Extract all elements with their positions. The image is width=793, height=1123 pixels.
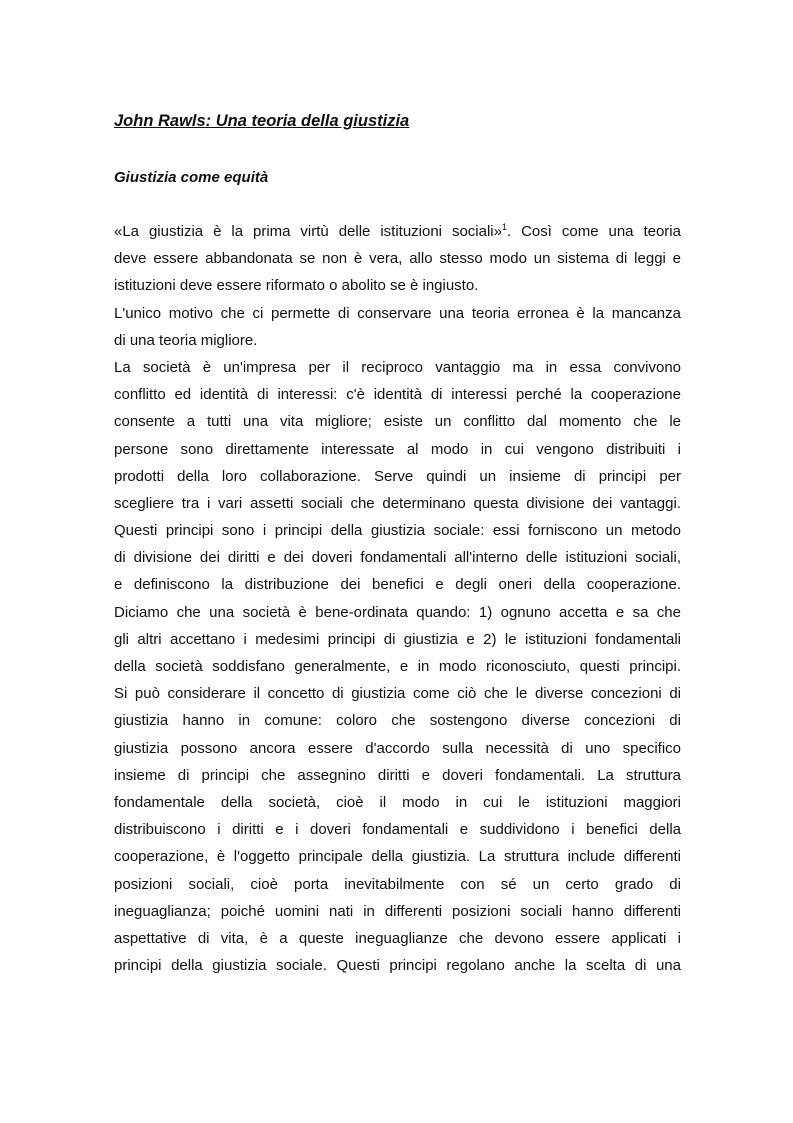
text-line — [114, 707, 681, 734]
text-line-content: di una teoria migliore. — [114, 331, 258, 349]
text-line — [114, 544, 681, 571]
text-line — [114, 816, 681, 843]
footnote-marker[interactable]: 1 — [501, 222, 507, 232]
text-line-content: cooperazione, è l'oggetto principale della giustizia. La struttura include differenti — [114, 848, 681, 866]
text-line-content: prodotti della loro collaborazione. Serve quindi un insieme di principi per — [114, 467, 681, 485]
text-line-content: fondamentale della società, cioè il modo in cui le istituzioni maggiori — [114, 793, 681, 811]
text-line-content: e definiscono la distribuzione dei benefici e degli oneri della cooperazione. — [114, 576, 681, 594]
text-line-content: posizioni sociali, cioè porta inevitabilmente con sé un certo grado di — [114, 875, 681, 893]
text-line — [114, 218, 681, 245]
text-line-content: scegliere tra i vari assetti sociali che determinano questa divisione dei vantaggi. — [114, 494, 681, 512]
text-line-content: persone sono direttamente interessate al modo in cui vengono distribuiti i — [114, 440, 681, 458]
text-line-content: consente a tutti una vita migliore; esiste un conflitto dal momento che le — [114, 413, 681, 431]
document-title: John Rawls: Una teoria della giustizia — [114, 112, 410, 130]
text-line — [114, 762, 681, 789]
text-line — [114, 245, 681, 272]
text-line — [114, 653, 681, 680]
text-line — [114, 871, 681, 898]
text-line-content: giustizia possono ancora essere d'accordo sulla necessità di uno specifico — [114, 739, 681, 757]
text-line — [114, 626, 681, 653]
text-line — [114, 300, 681, 327]
text-line — [114, 843, 681, 870]
text-line-content: ineguaglianza; poiché uomini nati in differenti posizioni sociali hanno differenti — [114, 902, 681, 920]
text-line-content: «La giustizia è la prima virtù delle istituzioni sociali» — [114, 223, 502, 240]
text-line — [114, 463, 681, 490]
text-line — [114, 408, 681, 435]
text-line-content: distribuiscono i diritti e i doveri fondamentali e suddividono i benefici della — [114, 821, 681, 839]
text-line — [114, 952, 681, 979]
text-line — [114, 517, 681, 544]
text-line — [114, 381, 681, 408]
text-line — [114, 490, 681, 517]
section-heading: Giustizia come equità — [114, 169, 269, 186]
text-line-content: di divisione dei diritti e dei doveri fondamentali all'interno delle istituzioni sociali, — [114, 549, 681, 567]
text-line-continuation: . Così come una teoria — [507, 223, 681, 240]
text-line-content: deve essere abbandonata se non è vera, allo stesso modo un sistema di leggi e — [114, 250, 681, 268]
text-line — [114, 925, 681, 952]
text-line-content: Si può considerare il concetto di giustizia come ciò che le diverse concezioni di — [114, 685, 681, 703]
text-line — [114, 571, 681, 598]
text-line-content: giustizia hanno in comune: coloro che sostengono diverse concezioni di — [114, 712, 681, 730]
text-line-content: istituzioni deve essere riformato o abolito se è ingiusto. — [114, 277, 479, 295]
text-line-content: L'unico motivo che ci permette di conservare una teoria erronea è la mancanza — [114, 304, 681, 322]
text-line — [114, 680, 681, 707]
text-line — [114, 789, 681, 816]
text-line-content: Diciamo che una società è bene-ordinata quando: 1) ognuno accetta e sa che — [114, 603, 681, 621]
text-line-content: della società soddisfano generalmente, e in modo riconosciuto, questi principi. — [114, 658, 681, 675]
text-line-content: La società è un'impresa per il reciproco vantaggio ma in essa convivono — [114, 358, 681, 376]
text-line — [114, 354, 681, 381]
text-line-content: aspettative di vita, è a queste ineguaglianze che devono essere applicati i — [114, 929, 681, 947]
text-line — [114, 735, 681, 762]
text-line-content: gli altri accettano i medesimi principi di giustizia e 2) le istituzioni fondamentali — [114, 630, 681, 648]
body-paragraphs — [114, 218, 681, 979]
text-line — [114, 272, 681, 299]
text-line-content: insieme di principi che assegnino diritti e doveri fondamentali. La struttura — [114, 766, 681, 784]
text-line-content: principi della giustizia sociale. Questi principi regolano anche la scelta di una — [114, 957, 681, 975]
text-line — [114, 898, 681, 925]
text-line-content: conflitto ed identità di interessi: c'è identità di interessi perché la cooperazione — [114, 386, 681, 404]
text-line — [114, 327, 681, 354]
text-line — [114, 599, 681, 626]
text-line-content: Questi principi sono i principi della giustizia sociale: essi forniscono un metodo — [114, 522, 681, 540]
text-line — [114, 436, 681, 463]
